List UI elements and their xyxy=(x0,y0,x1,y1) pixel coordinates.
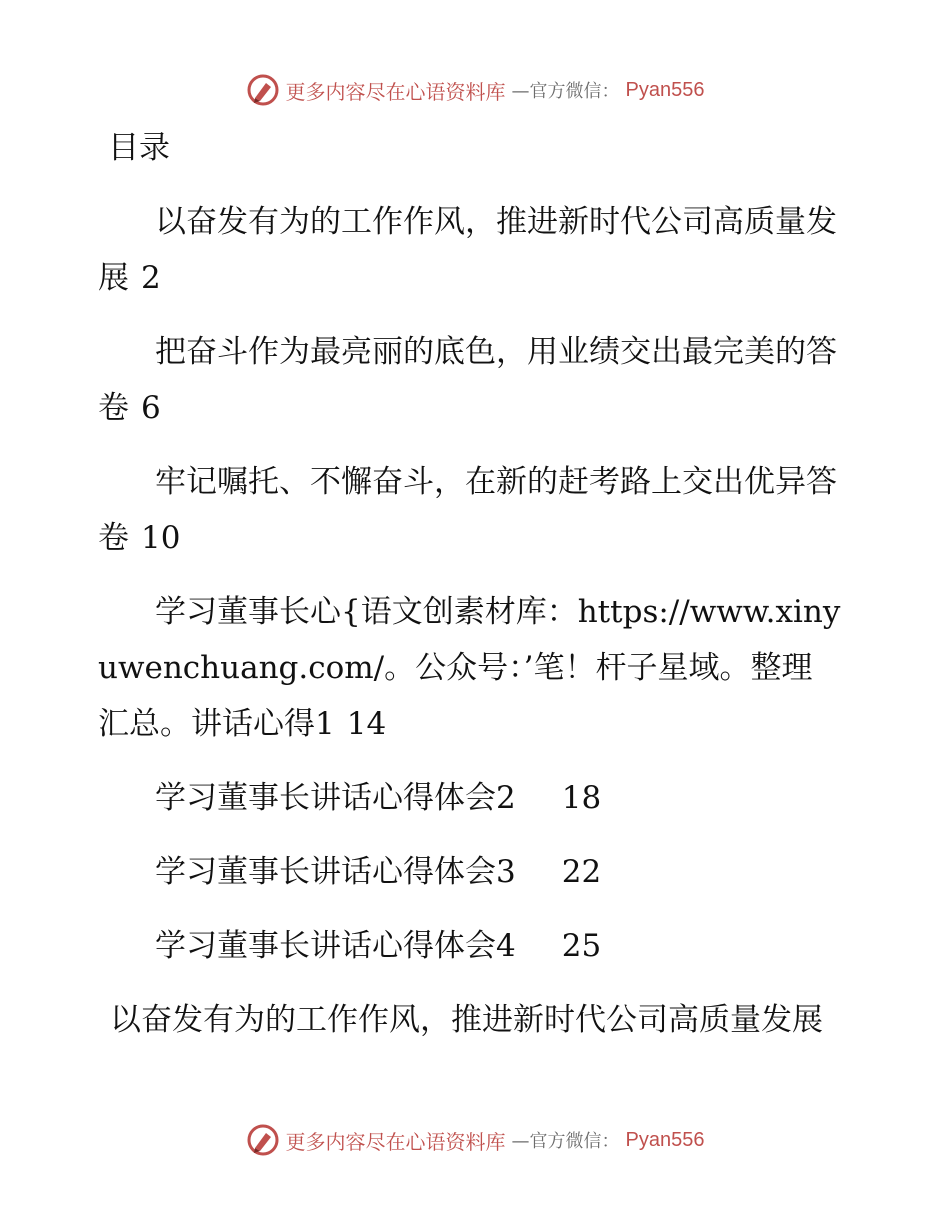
toc-entry-page: 22 xyxy=(561,854,602,890)
toc-entry-title: 以奋发有为的工作作风，推进新时代公司高质量发展 xyxy=(98,204,837,296)
section-heading: 以奋发有为的工作作风，推进新时代公司高质量发展 xyxy=(110,1002,823,1038)
toc-entry-page: 25 xyxy=(561,928,602,964)
toc-entry-title: 学习董事长心{语文创素材库：https://www.xinyuwenchuang.com/。公众号：’笔！杆子星域。整理汇总。讲话心得1 xyxy=(98,594,841,742)
toc-entry-title: 学习董事长讲话心得体会3 xyxy=(155,854,516,890)
header-separator-text: —官方微信： xyxy=(511,81,620,102)
toc-entry[interactable] xyxy=(98,454,843,566)
toc-entry[interactable] xyxy=(98,844,843,900)
pen-logo-icon xyxy=(246,1123,280,1157)
footer-brand-text: 更多内容尽在心语资料库 xyxy=(285,1129,506,1154)
toc-entry-page: 6 xyxy=(141,390,161,426)
toc-entry[interactable] xyxy=(98,324,843,436)
toc-entry-title: 牢记嘱托、不懈奋斗，在新的赶考路上交出优异答卷 xyxy=(98,464,837,556)
toc-entry-title: 学习董事长讲话心得体会2 xyxy=(155,780,516,816)
toc-entry[interactable] xyxy=(98,584,843,752)
toc-entry-page: 14 xyxy=(346,706,387,742)
toc-entry-title: 把奋斗作为最亮丽的底色，用业绩交出最完美的答卷 xyxy=(98,334,837,426)
footer-separator-text: —官方微信： xyxy=(511,1131,620,1152)
toc-entry[interactable] xyxy=(98,918,843,974)
header-brand-text: 更多内容尽在心语资料库 xyxy=(285,79,506,104)
header-banner xyxy=(0,70,950,110)
toc-entry-page: 18 xyxy=(561,780,602,816)
pen-logo-icon xyxy=(246,73,280,107)
toc-entry-page: 2 xyxy=(141,260,161,296)
toc-entry-title: 学习董事长讲话心得体会4 xyxy=(155,928,516,964)
toc-title: 目录 xyxy=(108,130,170,166)
document-body xyxy=(98,120,843,1048)
footer-banner xyxy=(0,1120,950,1160)
toc-entry[interactable] xyxy=(98,194,843,306)
footer-wechat-id: Pyan556 xyxy=(625,1128,705,1151)
toc-entry-page: 10 xyxy=(141,520,181,556)
header-wechat-id: Pyan556 xyxy=(625,78,705,101)
toc-entry[interactable] xyxy=(98,770,843,826)
